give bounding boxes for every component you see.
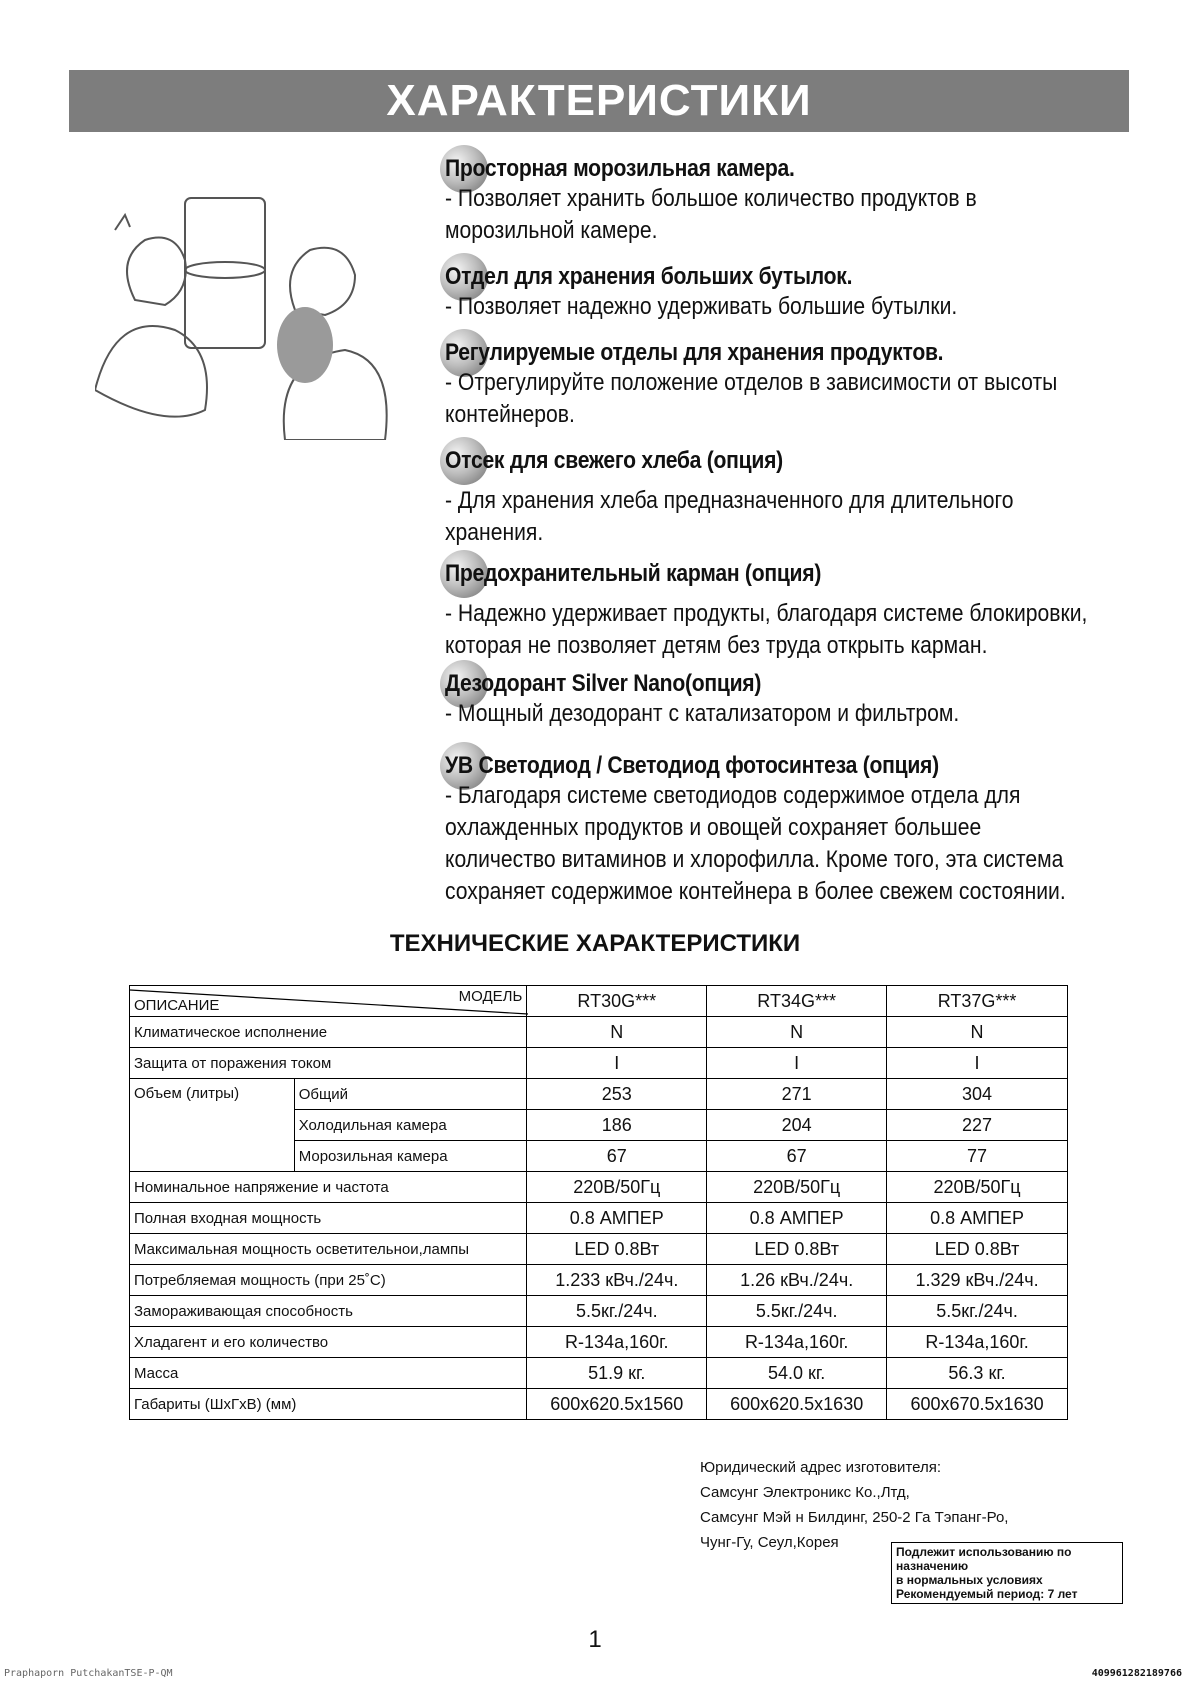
table-row	[130, 1265, 1068, 1296]
table-row	[130, 1358, 1068, 1389]
table-row	[130, 1234, 1068, 1265]
feature-desc: - Благодаря системе светодиодов содержимое отдела для охлажденных продуктов и овощей сохраняет большее количество витаминов и хлорофилла. Кроме того, эта система сохраняет содержимое контейнера в более свежем состоянии.	[445, 782, 1066, 905]
table-row	[130, 1048, 1068, 1079]
row-label: Защита от поражения током	[130, 1048, 527, 1079]
table-header-row	[130, 986, 1068, 1017]
cell-value: I	[887, 1048, 1068, 1079]
model-header: RT34G***	[707, 986, 887, 1017]
cell-value: 220В/50Гц	[887, 1172, 1068, 1203]
feature-title: Просторная морозильная камера.	[445, 155, 795, 182]
cell-value: 186	[527, 1110, 707, 1141]
feature-item	[445, 447, 1145, 549]
footer-author: Praphaporn PutchakanTSE-P-QM	[4, 1668, 173, 1679]
refrigerator-illustration	[95, 190, 395, 440]
cell-value: I	[707, 1048, 887, 1079]
cell-value: 67	[707, 1141, 887, 1172]
table-row	[130, 1296, 1068, 1327]
header-model: МОДЕЛЬ	[458, 988, 523, 1005]
table-row	[130, 1172, 1068, 1203]
feature-item	[445, 263, 1145, 323]
cell-value: 0.8 АМПЕР	[887, 1203, 1068, 1234]
cell-value: R-134a,160г.	[887, 1327, 1068, 1358]
table-row	[130, 1389, 1068, 1420]
feature-title: УВ Светодиод / Светодиод фотосинтеза (опция)	[445, 752, 939, 779]
cell-value: 1.233 кВч./24ч.	[527, 1265, 707, 1296]
feature-desc: - Отрегулируйте положение отделов в зависимости от высоты контейнеров.	[445, 369, 1058, 428]
feature-title: Отсек для свежего хлеба (опция)	[445, 447, 783, 474]
row-label: Масса	[130, 1358, 527, 1389]
cell-value: 5.5кг./24ч.	[527, 1296, 707, 1327]
cell-value: 204	[707, 1110, 887, 1141]
cell-value: R-134a,160г.	[527, 1327, 707, 1358]
feature-desc: - Надежно удерживает продукты, благодаря системе блокировки, которая не позволяет детям без труда открыть карман.	[445, 600, 1088, 659]
cell-value: 253	[527, 1079, 707, 1110]
table-row	[130, 1079, 1068, 1110]
cell-value: 0.8 АМПЕР	[707, 1203, 887, 1234]
cell-value: 1.329 кВч./24ч.	[887, 1265, 1068, 1296]
row-label: Потребляемая мощность (при 25˚C)	[130, 1265, 527, 1296]
header-desc: ОПИСАНИЕ	[134, 997, 220, 1014]
cell-value: 77	[887, 1141, 1068, 1172]
feature-item	[445, 752, 1145, 908]
row-label: Габариты (ШxГxВ) (мм)	[130, 1389, 527, 1420]
feature-desc: - Позволяет надежно удерживать большие бутылки.	[445, 293, 958, 320]
model-header: RT30G***	[527, 986, 707, 1017]
spec-title: ТЕХНИЧЕСКИЕ ХАРАКТЕРИСТИКИ	[389, 930, 801, 957]
table-row	[130, 1203, 1068, 1234]
cell-value: N	[707, 1017, 887, 1048]
cell-value: N	[887, 1017, 1068, 1048]
cell-value: 304	[887, 1079, 1068, 1110]
table-row	[130, 1327, 1068, 1358]
cell-value: 227	[887, 1110, 1068, 1141]
row-sublabel: Холодильная камера	[294, 1110, 527, 1141]
feature-item	[445, 670, 1145, 730]
feature-item	[445, 155, 1145, 247]
row-label: Климатическое исполнение	[130, 1017, 527, 1048]
cell-value: LED 0.8Вт	[527, 1234, 707, 1265]
cell-value: 271	[707, 1079, 887, 1110]
cell-value: 56.3 кг.	[887, 1358, 1068, 1389]
header-desc-model-cell	[130, 986, 527, 1017]
cell-value: 0.8 АМПЕР	[527, 1203, 707, 1234]
feature-item	[445, 339, 1145, 431]
row-label: Максимальная мощность осветительнои,лампы	[130, 1234, 527, 1265]
cell-value: 600x620.5x1630	[707, 1389, 887, 1420]
row-sublabel: Морозильная камера	[294, 1141, 527, 1172]
feature-item	[445, 560, 1145, 662]
model-header: RT37G***	[887, 986, 1068, 1017]
cell-value: 600x620.5x1560	[527, 1389, 707, 1420]
cell-value: 5.5кг./24ч.	[887, 1296, 1068, 1327]
row-label: Хладагент и его количество	[130, 1327, 527, 1358]
cell-value: LED 0.8Вт	[707, 1234, 887, 1265]
cell-value: 220В/50Гц	[707, 1172, 887, 1203]
feature-title: Отдел для хранения больших бутылок.	[445, 263, 853, 290]
page-title: ХАРАКТЕРИСТИКИ	[69, 70, 1129, 132]
manufacturer-address: Юридический адрес изготовителя: Самсунг Электроникс Ко.,Лтд, Самсунг Мэй н Билдинг, 250-2 Га Тэпанг-Ро, Чунг-Гу, Сеул,Корея	[700, 1459, 1009, 1551]
cell-value: 54.0 кг.	[707, 1358, 887, 1389]
feature-title: Предохранительный карман (опция)	[445, 560, 822, 587]
spec-table	[129, 985, 1068, 1420]
row-label: Номинальное напряжение и частота	[130, 1172, 527, 1203]
cell-value: 67	[527, 1141, 707, 1172]
row-sublabel: Общий	[294, 1079, 527, 1110]
footer-code: 409961282189766	[1091, 1668, 1182, 1679]
feature-desc: - Позволяет хранить большое количество продуктов в морозильной камере.	[445, 185, 977, 244]
usage-notice: Подлежит использованию по назначению в нормальных условиях Рекомендуемый период: 7 лет	[891, 1542, 1123, 1604]
table-row	[130, 1017, 1068, 1048]
feature-title: Дезодорант Silver Nano(опция)	[445, 670, 762, 697]
cell-value: 1.26 кВч./24ч.	[707, 1265, 887, 1296]
page-number: 1	[588, 1626, 602, 1653]
feature-title: Регулируемые отделы для хранения продуктов.	[445, 339, 944, 366]
volume-label: Объем (литры)	[130, 1079, 295, 1172]
cell-value: I	[527, 1048, 707, 1079]
cell-value: 600x670.5x1630	[887, 1389, 1068, 1420]
cell-value: LED 0.8Вт	[887, 1234, 1068, 1265]
cell-value: 51.9 кг.	[527, 1358, 707, 1389]
feature-desc: - Мощный дезодорант с катализатором и фильтром.	[445, 700, 960, 727]
cell-value: R-134a,160г.	[707, 1327, 887, 1358]
row-label: Полная входная мощность	[130, 1203, 527, 1234]
cell-value: 220В/50Гц	[527, 1172, 707, 1203]
feature-desc: - Для хранения хлеба предназначенного для длительного хранения.	[445, 487, 1014, 546]
row-label: Замораживающая способность	[130, 1296, 527, 1327]
cell-value: 5.5кг./24ч.	[707, 1296, 887, 1327]
cell-value: N	[527, 1017, 707, 1048]
